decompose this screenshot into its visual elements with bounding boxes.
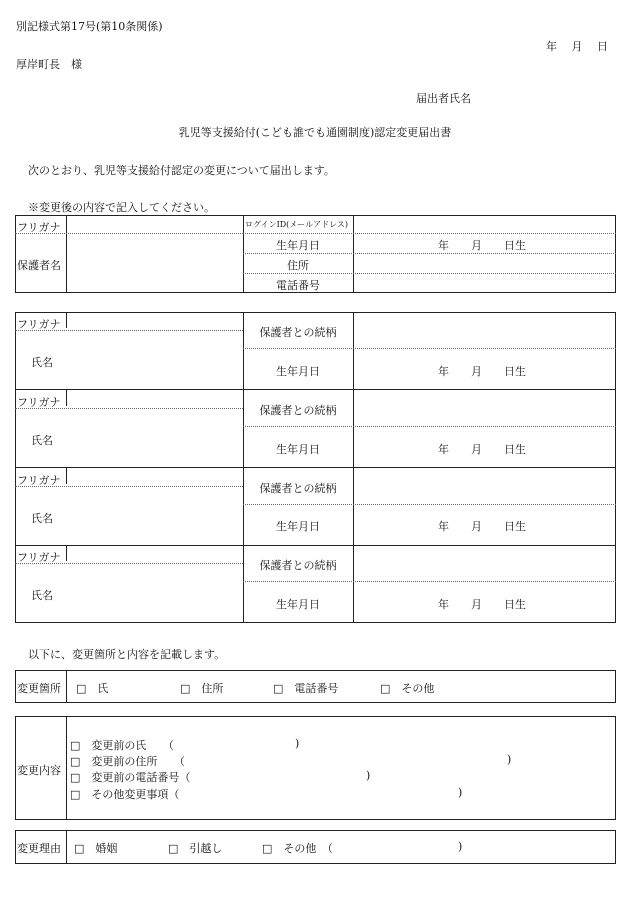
change-content-label: 変更内容 (17, 764, 61, 777)
change-content-prev-address[interactable]: □ 変更前の住所 （ (70, 755, 185, 768)
child-1-birth-label: 生年月日 (276, 365, 320, 378)
change-place-option-address[interactable]: □ 住所 (180, 682, 224, 695)
child-4-birth-value: 年 月 日生 (438, 598, 526, 611)
child-2-birth-label: 生年月日 (276, 443, 320, 456)
child-4-relation-label: 保護者との続柄 (259, 559, 337, 572)
child-1-relation-label: 保護者との続柄 (259, 326, 337, 339)
change-content-prev-address-close: ) (507, 753, 512, 766)
child-3-name-label: 氏名 (31, 512, 53, 525)
child-3-relation-label: 保護者との続柄 (259, 482, 337, 495)
change-intro-text: 以下に、変更箇所と内容を記載します。 (28, 648, 226, 661)
login-id-label: ログインID(メールアドレス) (245, 220, 349, 229)
guardian-address-label: 住所 (287, 259, 309, 272)
change-place-option-other[interactable]: □ その他 (380, 682, 435, 695)
change-content-other-close: ) (458, 786, 463, 799)
child-3-furigana-label: フリガナ (17, 474, 61, 487)
note-text: ※変更後の内容で記入してください。 (28, 201, 215, 214)
guardian-name-label: 保護者名 (17, 259, 61, 272)
child-2-furigana-label: フリガナ (17, 396, 61, 409)
guardian-birth-label: 生年月日 (276, 239, 320, 252)
child-4-furigana-label: フリガナ (17, 551, 61, 564)
child-1-name-label: 氏名 (31, 356, 53, 369)
change-reason-option-moving[interactable]: □ 引越し (168, 842, 223, 855)
change-place-option-phone[interactable]: □ 電話番号 (273, 682, 339, 695)
change-reason-option-marriage[interactable]: □ 婚姻 (74, 842, 118, 855)
child-4-name-label: 氏名 (31, 589, 53, 602)
child-2-relation-label: 保護者との続柄 (259, 404, 337, 417)
change-content-other[interactable]: □ その他変更事項（ (70, 788, 180, 801)
change-content-prev-phone-close: ) (366, 769, 371, 782)
change-content-prev-name-close: ) (295, 737, 300, 750)
child-4-birth-label: 生年月日 (276, 598, 320, 611)
addressee: 厚岸町長 様 (16, 58, 82, 71)
change-content-prev-name[interactable]: □ 変更前の氏 （ (70, 739, 174, 752)
change-reason-option-other[interactable]: □ その他 （ (262, 842, 333, 855)
change-reason-label: 変更理由 (17, 842, 61, 855)
date-line: 年 月 日 (546, 40, 608, 53)
change-reason-other-close: ) (458, 840, 463, 853)
child-3-birth-label: 生年月日 (276, 520, 320, 533)
guardian-phone-label: 電話番号 (276, 279, 320, 292)
guardian-birth-value: 年 月 日生 (438, 239, 526, 252)
applicant-name-label: 届出者氏名 (416, 92, 471, 105)
child-2-birth-value: 年 月 日生 (438, 443, 526, 456)
change-place-label: 変更箇所 (17, 682, 61, 695)
child-3-birth-value: 年 月 日生 (438, 520, 526, 533)
child-1-furigana-label: フリガナ (17, 318, 61, 331)
intro-text: 次のとおり、乳児等支援給付認定の変更について届出します。 (28, 164, 335, 177)
form-number: 別記様式第17号(第10条関係) (16, 20, 163, 33)
child-1-birth-value: 年 月 日生 (438, 365, 526, 378)
guardian-furigana-label: フリガナ (17, 221, 61, 234)
change-place-option-name[interactable]: □ 氏 (76, 682, 109, 695)
document-title: 乳児等支援給付(こども誰でも通園制度)認定変更届出書 (178, 126, 452, 139)
child-2-name-label: 氏名 (31, 434, 53, 447)
change-content-prev-phone[interactable]: □ 変更前の電話番号（ (70, 771, 191, 784)
